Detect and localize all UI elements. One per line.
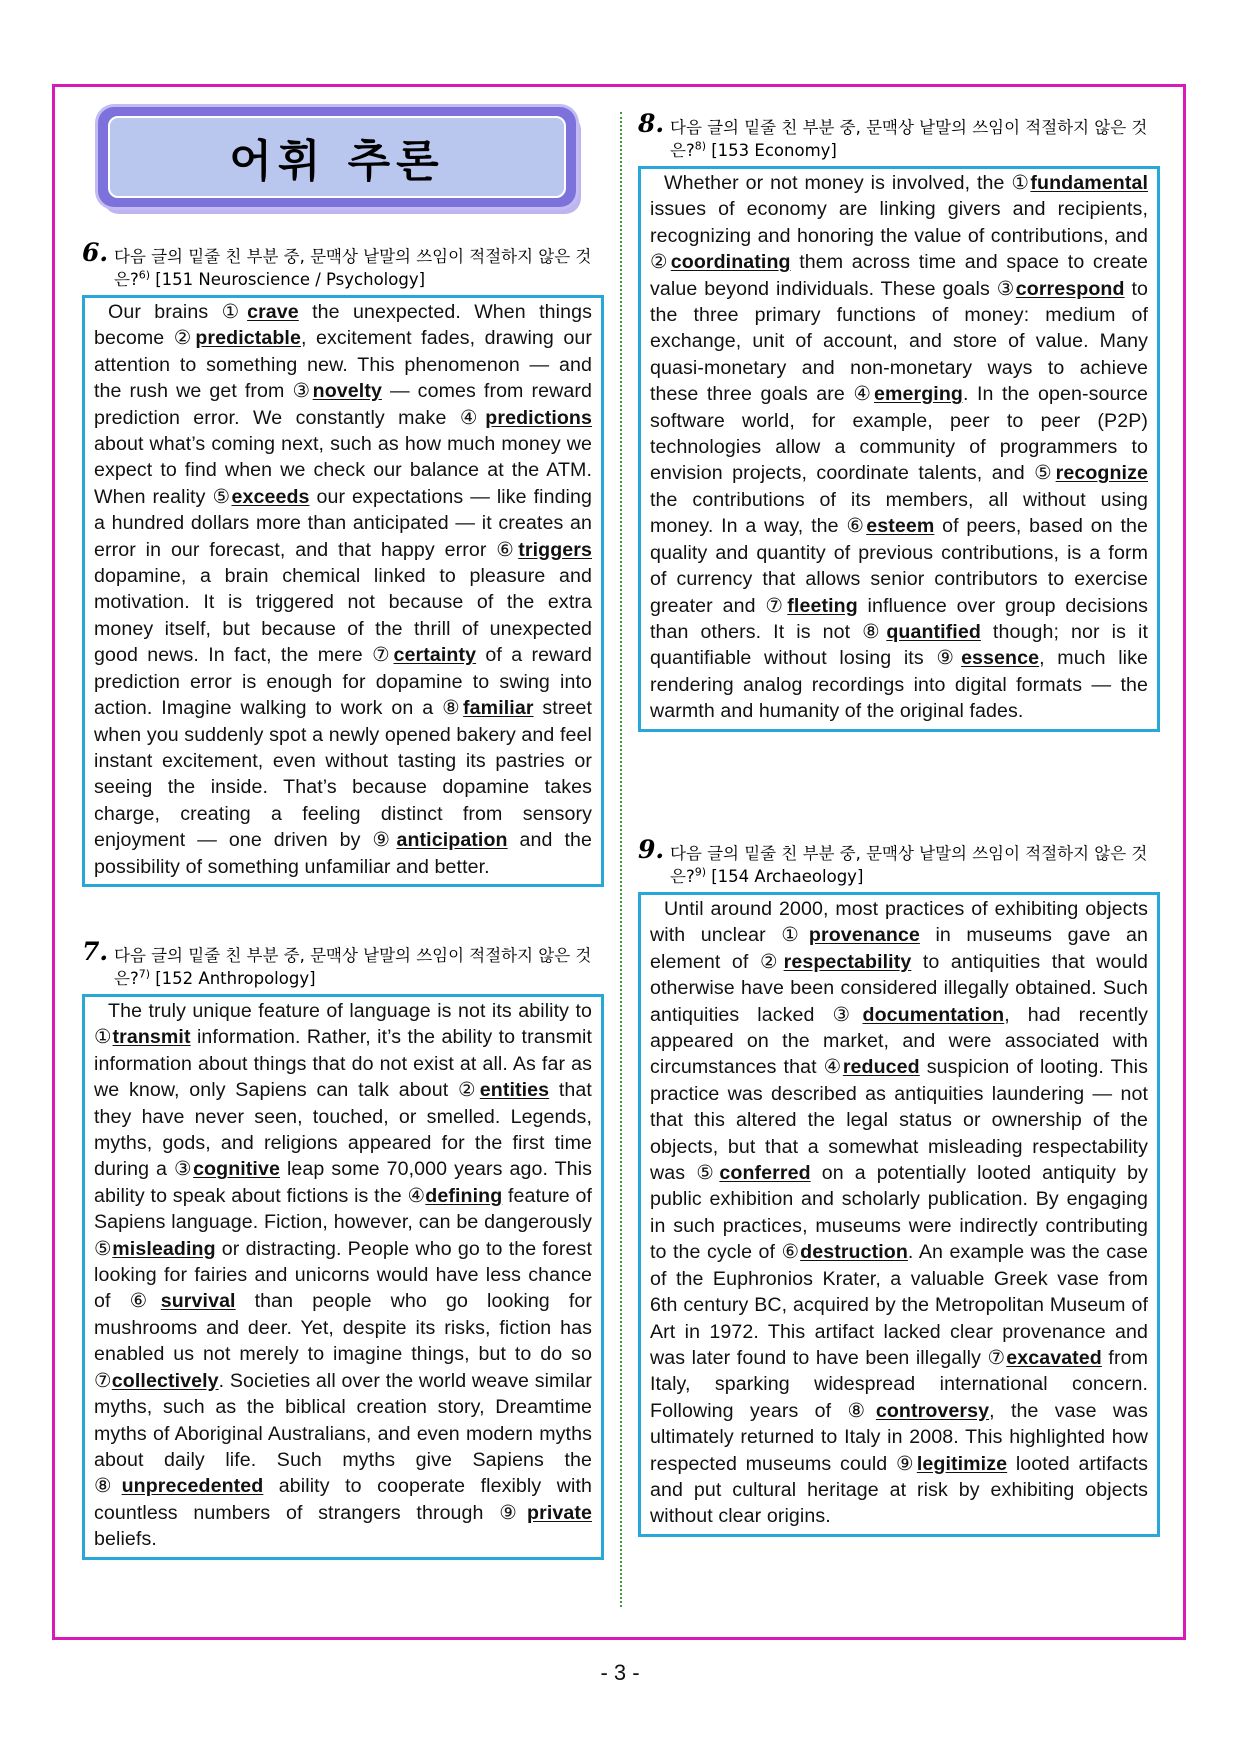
- underlined-word: fleeting: [787, 594, 858, 617]
- passage-segment: issues of economy are linking givers and recipients, recognizing and honoring the value of contributions, and: [650, 198, 1148, 247]
- passage-segment: ③: [832, 1003, 863, 1026]
- passage-segment: ⑦: [94, 1369, 112, 1392]
- passage-segment: feature of Sapiens language. Fiction, however, can be dangerously: [94, 1184, 592, 1234]
- underlined-word: coordinating: [670, 251, 791, 274]
- underlined-word: quantified: [886, 620, 981, 643]
- passage-segment: and the possibility of something unfamiliar and better.: [94, 829, 592, 878]
- underlined-word: controversy: [875, 1399, 990, 1422]
- passage-segment: to the three primary functions of money: medium of exchange, unit of account, and store of value. Many quasi-monetary and non-monetary ways to achieve these three goals are: [650, 277, 1148, 406]
- passage-segment: ⑧: [442, 697, 464, 720]
- underlined-word: novelty: [312, 380, 382, 403]
- page-number: - 3 -: [600, 1660, 640, 1685]
- underlined-word: provenance: [808, 924, 920, 947]
- passage-segment: ⑧: [847, 1399, 876, 1422]
- underlined-word: unprecedented: [121, 1475, 264, 1498]
- passage-segment: ①: [221, 301, 248, 323]
- question-source: [153 Economy]: [711, 141, 837, 160]
- passage-segment: , excitement fades, drawing our attention to something new. This phenomenon — and the rush we get from: [94, 327, 592, 403]
- passage-segment: . In the open-source software world, for example, peer to peer (P2P) technologies allow a community of programmers to envision projects, coordinate talents, and: [650, 383, 1149, 485]
- question-8: [638, 109, 1160, 732]
- passage-segment: ③: [173, 1158, 194, 1181]
- passage-text: [650, 896, 1148, 1530]
- underlined-word: crave: [247, 301, 299, 323]
- passage-segment: the contributions of its members, all without using money. In a way, the: [650, 488, 1148, 538]
- passage-segment: ②: [759, 950, 784, 973]
- question-9: [638, 835, 1160, 1537]
- underlined-word: documentation: [862, 1003, 1005, 1026]
- question-7: [82, 937, 604, 1560]
- underlined-word: predictable: [195, 327, 301, 350]
- passage-segment: leap some 70,000 years ago. This ability to speak about fictions is the: [94, 1158, 593, 1207]
- passage-segment: . An example was the case of the Euphronios Krater, a valuable Greek vase from 6th century BC, acquired by the Metropolitan Museum of Art in 1972. This artifact lacked clear provenance and was later found to have been illegally: [650, 1241, 1149, 1369]
- passage-segment: from Italy, sparking widespread international concern. Following years of: [650, 1346, 1149, 1422]
- passage-segment: , much like rendering analog recordings into digital formats — the warmth and humanity of the original fades.: [650, 647, 1148, 723]
- passage-segment: in museums gave an element of: [650, 924, 1148, 973]
- question-number: 6.: [82, 238, 109, 267]
- question-instruction: 다음 글의 밑줄 친 부분 중, 문맥상 낱말의 쓰임이 적절하지 않은 것은?: [670, 118, 1148, 160]
- underlined-word: certainty: [393, 644, 477, 667]
- underlined-word: misleading: [112, 1237, 216, 1260]
- passage-segment: influence over group decisions than others. It is not: [650, 594, 1148, 643]
- question-number: 8.: [638, 109, 665, 138]
- underlined-word: predictions: [485, 406, 593, 429]
- passage-segment: dopamine, a brain chemical linked to pleasure and motivation. It is triggered not because of the extra money itself, but because of the thrill of unexpected good news. In fact, the mere: [94, 565, 592, 667]
- underlined-word: essence: [961, 647, 1040, 670]
- question-6: [82, 238, 604, 887]
- passage-segment: , had recently appeared on the market, and were associated with circumstances that: [650, 1003, 1149, 1079]
- passage-segment: The truly unique feature of language is not its ability to: [108, 1000, 592, 1022]
- underlined-word: exceeds: [231, 485, 310, 508]
- passage-segment: ⑥: [846, 515, 867, 538]
- question-header: [638, 109, 1160, 162]
- column-divider: [620, 112, 622, 1607]
- underlined-word: recognize: [1055, 462, 1148, 485]
- passage-segment: ⑨: [936, 647, 962, 670]
- underlined-word: esteem: [866, 515, 935, 538]
- underlined-word: anticipation: [396, 829, 508, 852]
- question-source: [154 Archaeology]: [711, 867, 864, 886]
- passage-segment: street when you suddenly spot a newly opened bakery and feel instant excitement, even without tasting its pastries or seeing the inside. That’s because dopamine takes charge, creating a feeling distinct from sensory enjoyment — one driven by: [94, 697, 592, 852]
- passage-segment: ③: [292, 380, 313, 403]
- passage-box: [638, 166, 1160, 732]
- question-header: [82, 937, 604, 990]
- underlined-word: emerging: [873, 383, 963, 406]
- passage-segment: of peers, based on the quality and quantity of previous contributions, is a form of currency that allows senior contributors to exercise greater and: [650, 515, 1148, 617]
- question-header: [638, 835, 1160, 888]
- passage-segment: ③: [996, 277, 1016, 300]
- underlined-word: destruction: [800, 1241, 908, 1264]
- passage-segment: ②: [173, 327, 196, 350]
- passage-segment: ⑧: [862, 620, 887, 643]
- passage-segment: — comes from reward prediction error. We constantly make: [94, 380, 592, 429]
- passage-segment: ④: [407, 1184, 426, 1207]
- passage-segment: looted artifacts and put cultural heritage at risk by exhibiting objects without clear origins.: [650, 1452, 1148, 1528]
- passage-segment: than people who go looking for mushrooms and deer. Yet, despite its risks, fiction has enabled us not merely to imagine things, but to do so: [94, 1290, 592, 1366]
- question-number: 7.: [82, 937, 109, 966]
- question-number: 9.: [638, 835, 665, 864]
- underlined-word: excavated: [1006, 1346, 1102, 1369]
- underlined-word: private: [527, 1501, 592, 1524]
- passage-segment: ⑤: [1034, 462, 1056, 485]
- passage-segment: to antiquities that would otherwise have been considered illegally obtained. Such antiquities lacked: [650, 950, 1149, 1026]
- underlined-word: legitimize: [916, 1452, 1008, 1475]
- underlined-word: defining: [425, 1184, 503, 1207]
- passage-segment: ⑨: [896, 1452, 917, 1475]
- passage-segment: though; nor is it quantifiable without losing its: [650, 620, 1148, 670]
- passage-segment: ⑦: [765, 594, 788, 617]
- underlined-word: survival: [160, 1290, 236, 1313]
- passage-segment: ④: [459, 406, 486, 429]
- passage-segment: ⑦: [372, 644, 394, 667]
- passage-segment: ⑨: [499, 1501, 528, 1524]
- passage-segment: . Societies all over the world weave similar myths, such as the biblical creation story, Dreamtime myths of Aboriginal Australians, and even modern myths about daily life. Such myths give Sapiens the: [94, 1369, 592, 1471]
- underlined-word: conferred: [719, 1162, 811, 1185]
- passage-segment: ①: [781, 924, 809, 947]
- passage-segment: or distracting. People who go to the forest looking for fairies and unicorns would have less chance of: [94, 1237, 592, 1313]
- section-title-banner: [98, 107, 576, 207]
- section-title: 어휘 추론: [108, 116, 566, 198]
- question-instruction: 다음 글의 밑줄 친 부분 중, 문맥상 낱말의 쓰임이 적절하지 않은 것은?: [114, 946, 592, 988]
- footnote-marker: 8): [694, 139, 706, 153]
- passage-text: [94, 998, 592, 1553]
- passage-segment: ④: [853, 383, 874, 406]
- underlined-word: transmit: [112, 1026, 191, 1049]
- passage-box: [638, 892, 1160, 1537]
- passage-segment: of a reward prediction error is enough for dopamine to swing into action. Imagine walking to work on a: [94, 644, 592, 720]
- question-instruction: 다음 글의 밑줄 친 부분 중, 문맥상 낱말의 쓰임이 적절하지 않은 것은?: [114, 247, 592, 289]
- passage-segment: Until around 2000, most practices of exhibiting objects with unclear: [650, 898, 1148, 947]
- question-header: [82, 238, 604, 291]
- passage-segment: ⑤: [94, 1237, 113, 1260]
- underlined-word: correspond: [1015, 277, 1125, 300]
- passage-segment: ability to cooperate flexibly with countless numbers of strangers through: [94, 1475, 592, 1524]
- passage-segment: ②: [457, 1079, 480, 1102]
- passage-segment: beliefs.: [94, 1528, 157, 1551]
- passage-box: [82, 994, 604, 1560]
- underlined-word: cognitive: [193, 1158, 280, 1181]
- passage-segment: ⑥: [781, 1241, 801, 1264]
- passage-segment: ⑤: [696, 1162, 720, 1185]
- passage-segment: ⑥: [129, 1290, 161, 1313]
- underlined-word: collectively: [111, 1369, 219, 1392]
- underlined-word: respectability: [783, 950, 912, 973]
- passage-segment: ⑧: [94, 1475, 122, 1498]
- footnote-marker: 7): [138, 967, 150, 981]
- question-source: [152 Anthropology]: [155, 969, 316, 988]
- passage-segment: ④: [823, 1056, 843, 1079]
- passage-segment: Whether or not money is involved, the: [664, 172, 1012, 194]
- passage-segment: ②: [650, 251, 671, 274]
- underlined-word: reduced: [842, 1056, 920, 1079]
- passage-segment: , the vase was ultimately returned to Italy in 2008. This highlighted how respected museums could: [650, 1399, 1148, 1475]
- passage-segment: ⑦: [987, 1346, 1007, 1369]
- underlined-word: entities: [479, 1079, 550, 1102]
- passage-segment: suspicion of looting. This practice was described as antiquities laundering — not that this altered the legal status or ownership of the objects, but that a somewhat misleading respectability was: [650, 1056, 1149, 1185]
- passage-box: [82, 295, 604, 887]
- passage-segment: ①: [94, 1026, 113, 1049]
- question-source: [151 Neuroscience / Psychology]: [155, 270, 426, 289]
- passage-segment: ⑨: [372, 829, 397, 852]
- passage-segment: our expectations — like finding a hundred dollars more than anticipated — it creates an error in our forecast, and that happy error: [94, 485, 593, 561]
- passage-segment: that they have never seen, touched, or smelled. Legends, myths, gods, and religions appeared for the first time during a: [94, 1079, 592, 1181]
- passage-segment: Our brains: [108, 301, 222, 323]
- footnote-marker: 9): [694, 865, 706, 879]
- question-instruction: 다음 글의 밑줄 친 부분 중, 문맥상 낱말의 쓰임이 적절하지 않은 것은?: [670, 844, 1148, 886]
- underlined-word: triggers: [518, 538, 592, 561]
- passage-text: [94, 299, 592, 880]
- passage-segment: on a potentially looted antiquity by public exhibition and scholarly publication. By engaging in such practices, museums were indirectly contributing to the cycle of: [650, 1162, 1148, 1264]
- passage-text: [650, 170, 1148, 725]
- passage-segment: the unexpected. When things become: [94, 301, 593, 350]
- underlined-word: fundamental: [1030, 172, 1148, 194]
- passage-segment: information. Rather, it’s the ability to transmit information about things that do not exist at all. As far as we know, only Sapiens can talk about: [94, 1026, 592, 1102]
- underlined-word: familiar: [463, 697, 534, 720]
- passage-segment: ⑤: [212, 485, 232, 508]
- passage-segment: about what’s coming next, such as how much money we expect to find when we check our balance at the ATM. When reality: [94, 433, 592, 508]
- passage-segment: ⑥: [496, 538, 519, 561]
- passage-segment: ①: [1011, 172, 1031, 194]
- footnote-marker: 6): [138, 268, 150, 282]
- passage-segment: them across time and space to create value beyond individuals. These goals: [650, 251, 1148, 300]
